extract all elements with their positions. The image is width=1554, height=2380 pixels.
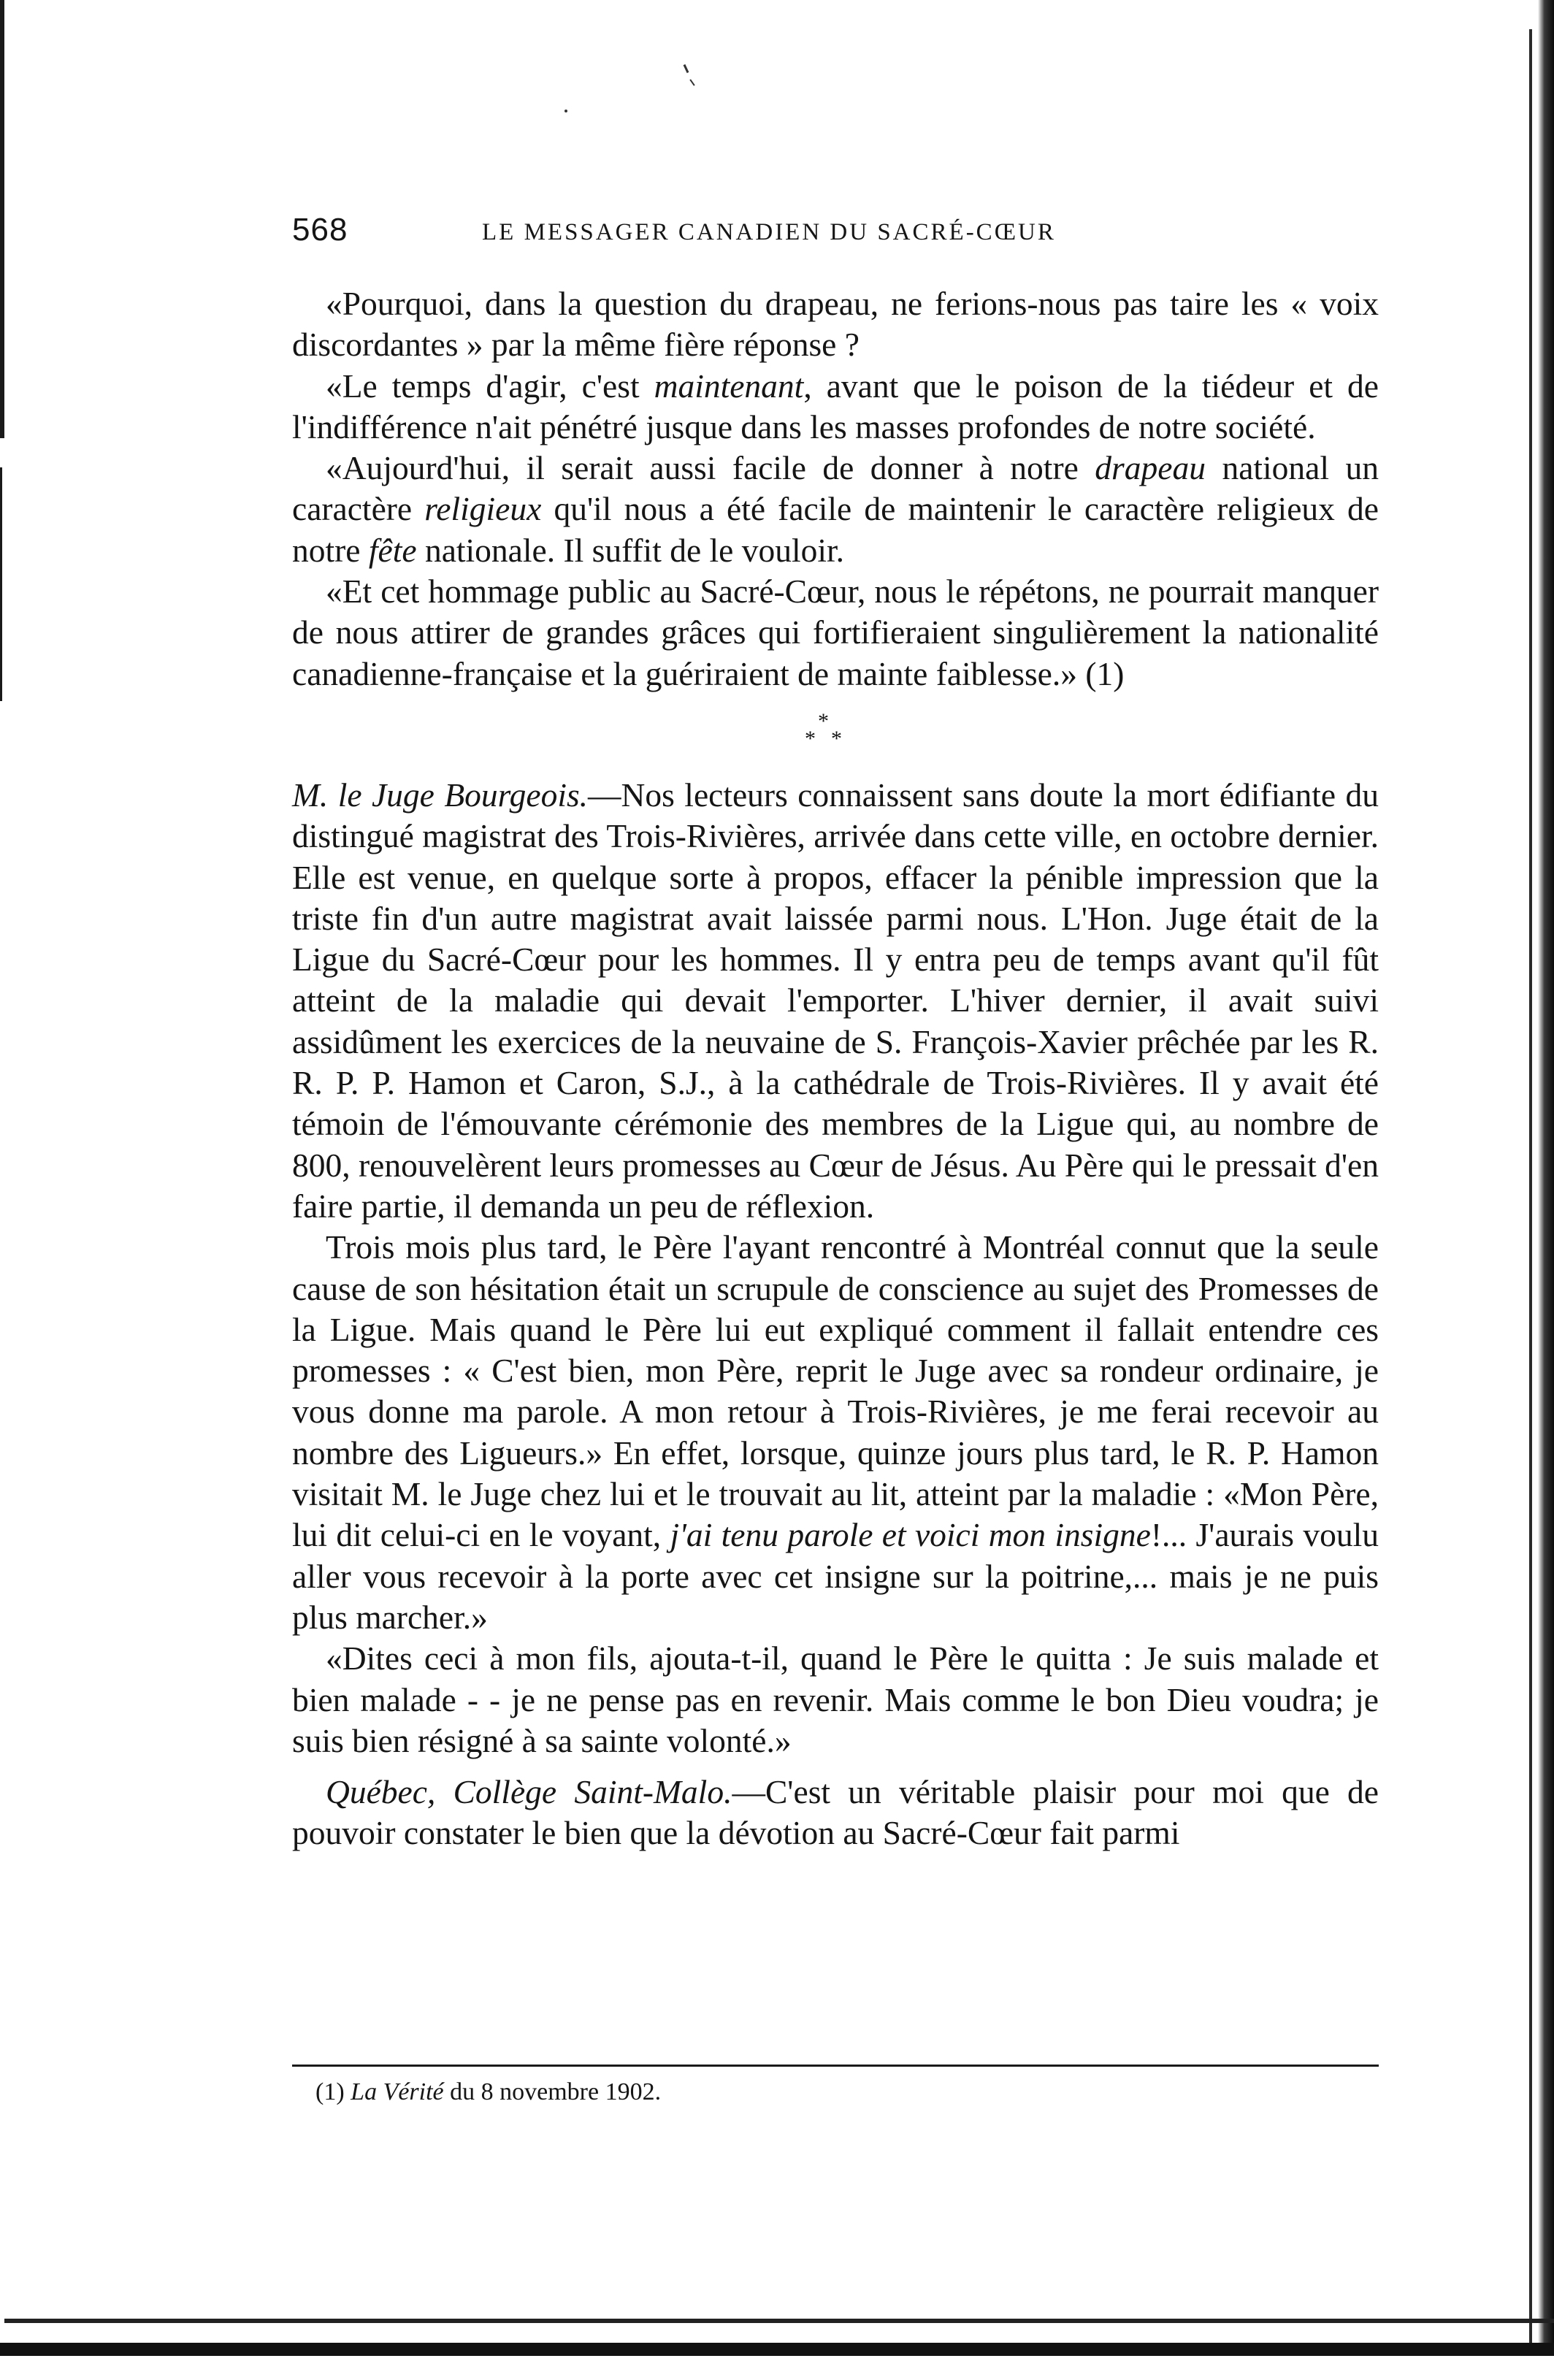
- scan-margin-bottom: [0, 2356, 1554, 2380]
- section-lead-title: M. le Juge Bourgeois.: [292, 776, 589, 814]
- text-run: !... J'aurais voulu aller vous recevoir à la porte avec cet insigne sur la poitrine,... mais je ne puis plus marcher.»: [292, 1516, 1379, 1636]
- asterisk: *: [818, 708, 829, 733]
- footnote-rule: [292, 2065, 1379, 2067]
- footnote-text: du 8 novembre 1902.: [443, 2078, 662, 2105]
- page-header: [292, 212, 1380, 256]
- paragraph-6: [292, 1227, 1379, 1638]
- paragraph-7: «Dites ceci à mon fils, ajouta-t-il, quand le Père le quitta : Je suis malade et bien malade - - je ne pense pas en revenir. Mais comme le bon Dieu voudra; je suis bien résigné à sa sainte volonté.»: [292, 1639, 1379, 1759]
- text-run: , avant que le poison de la tiédeur et de l'indifférence n'ait pénétré jusque dans les masses profondes de notre société.: [292, 367, 1379, 445]
- footnote: [315, 2078, 661, 2106]
- scan-speck: [564, 110, 567, 112]
- asterisk: *: [831, 726, 842, 751]
- scan-edge-right: [1538, 0, 1554, 2380]
- text-run: «Le temps d'agir, c'est: [326, 367, 654, 405]
- paragraph-3: [292, 448, 1379, 571]
- emphasis: fête: [368, 531, 417, 569]
- text-run: —C'est un véritable plaisir pour moi que de pouvoir constater le bien que la dévotion au Sacré-Cœur fait parmi: [292, 1773, 1379, 1852]
- scan-speck: [689, 79, 694, 85]
- text-run: «Aujourd'hui, il serait aussi facile de donner à notre: [326, 449, 1095, 487]
- paragraph-juge-bourgeois: [292, 775, 1379, 1227]
- text-run: national un caractère: [292, 449, 1379, 528]
- scan-speck: [684, 64, 689, 73]
- paragraph-quebec: [292, 1772, 1379, 1854]
- footnote-marker: (1): [315, 2078, 345, 2105]
- footnote-source: La Vérité: [351, 2078, 444, 2105]
- paragraph-2: [292, 366, 1379, 448]
- text-run: Trois mois plus tard, le Père l'ayant rencontré à Montréal connut que la seule cause de son hésitation était un scrupule de conscience au sujet des Promesses de la Ligue. Mais quand le Père lui eut expliqué comment il fallait entendre ces promesses : « C'est bien, mon Père, reprit le Juge avec sa rondeur ordinaire, je vous donne ma parole. A mon retour à Trois-Rivières, je me ferai recevoir au nombre des Ligueurs.» En effet, lorsque, quinze jours plus tard, le R. P. Hamon visitait M. le Juge chez lui et le trouvait au lit, atteint par la maladie : «Mon Père, lui dit celui-ci en le voyant,: [292, 1228, 1379, 1554]
- emphasis: religieux: [424, 490, 542, 528]
- text-run: —Nos lecteurs connaissent sans doute la mort édifiante du distingué magistrat des Trois-Rivières, arrivée dans cette ville, en octobre dernier. Elle est venue, en quelque sorte à propos, effacer la pénible impression que la triste fin d'un autre magistrat avait laissée parmi nous. L'Hon. Juge était de la Ligue du Sacré-Cœur pour les hommes. Il y entra peu de temps avant qu'il fût atteint de la maladie qui devait l'emporter. L'hiver dernier, il avait suivi assidûment les exercices de la neuvaine de S. François-Xavier prêchée par les R. R. P. P. Hamon et Caron, S.J., à la cathédrale de Trois-Rivières. Il y avait été témoin de l'émouvante cérémonie des membres de la Ligue qui, au nombre de 800, renouvelèrent leurs promesses au Cœur de Jésus. Au Père qui le pressait d'en faire partie, il demanda un peu de réflexion.: [292, 776, 1379, 1225]
- text-run: qu'il nous a été facile de maintenir le caractère religieux de notre: [292, 490, 1379, 569]
- section-separator-asterism: [292, 699, 1379, 775]
- scan-edge-left-lower: [0, 467, 2, 701]
- article-body: [292, 283, 1379, 1854]
- section-lead-title: Québec, Collège Saint-Malo.: [326, 1773, 732, 1811]
- emphasis: maintenant: [654, 367, 804, 405]
- scan-edge-left: [0, 0, 4, 438]
- running-title: LE MESSAGER CANADIEN DU SACRÉ-CŒUR: [482, 219, 1056, 245]
- scan-edge-bottom-line: [4, 2319, 1554, 2323]
- emphasis: drapeau: [1095, 449, 1206, 487]
- paragraph-1: «Pourquoi, dans la question du drapeau, ne ferions-nous pas taire les « voix discordantes » par la même fière réponse ?: [292, 285, 1379, 364]
- emphasis: j'ai tenu parole et voici mon insigne: [670, 1516, 1151, 1554]
- scan-edge-right-line: [1529, 29, 1532, 2352]
- page-number: 568: [292, 212, 348, 248]
- text-run: nationale. Il suffit de le vouloir.: [416, 531, 845, 569]
- paragraph-4: «Et cet hommage public au Sacré-Cœur, nous le répétons, ne pourrait manquer de nous attirer de grandes grâces qui fortifieraient singulièrement la nationalité canadienne-française et la guériraient de mainte faiblesse.» (1): [292, 573, 1379, 692]
- asterisk: *: [805, 726, 816, 751]
- scan-edge-bottom: [0, 2343, 1554, 2356]
